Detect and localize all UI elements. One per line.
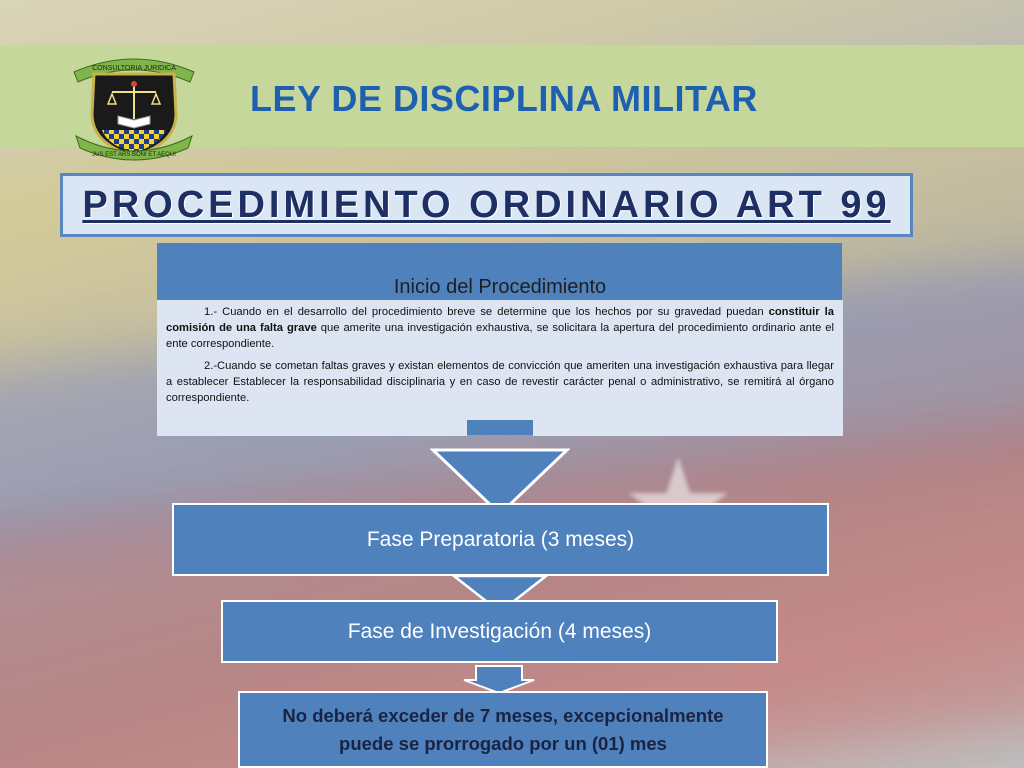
card-strip-right	[533, 420, 843, 436]
paragraph-1-bold: constituir la comisión de una falta grave	[166, 306, 835, 334]
stage-preparatory: Fase Preparatoria (3 meses)	[172, 503, 829, 576]
subtitle-box	[60, 173, 913, 237]
logo-bottom-text: JUS EST ARS BONI ET AEQUI	[92, 152, 176, 158]
down-arrow-icon	[462, 664, 536, 694]
logo-top-text: CONSULTORIA JURIDICA	[92, 65, 176, 72]
stage-limit-note	[238, 691, 768, 768]
paragraph-2: 2.-Cuando se cometan faltas graves y existan elementos de convicción que ameriten una investigación exhaustiva para llegar a establecer Establecer la responsabilidad disciplinaria y en caso de revestir carácter penal o administrativo, se remitirá al órgano correspondiente.	[166, 360, 834, 404]
paragraph-1	[166, 304, 834, 352]
card-strip-left	[157, 420, 467, 436]
stage-start-title: Inicio del Procedimiento	[393, 276, 607, 298]
paragraph-1-text-end: que amerite una investigación exhaustiva, se solicitara la apertura del procedimiento ordinario ante el ente correspondiente.	[166, 322, 834, 350]
legal-shield-logo	[64, 44, 204, 162]
limit-line-2: puede se prorrogado por un (01) mes	[339, 732, 667, 754]
subtitle: PROCEDIMIENTO ORDINARIO ART 99	[82, 183, 891, 226]
stage-start-description	[157, 300, 843, 420]
paragraph-1-text: 1.- Cuando en el desarrollo del procedimiento breve se determine que los hechos por su gravedad puedan	[204, 306, 769, 318]
stage-investigation: Fase de Investigación (4 meses)	[221, 600, 778, 663]
page-title: LEY DE DISCIPLINA MILITAR	[250, 78, 758, 119]
limit-line-1: No deberá exceder de 7 meses, excepcionalmente	[282, 704, 724, 726]
